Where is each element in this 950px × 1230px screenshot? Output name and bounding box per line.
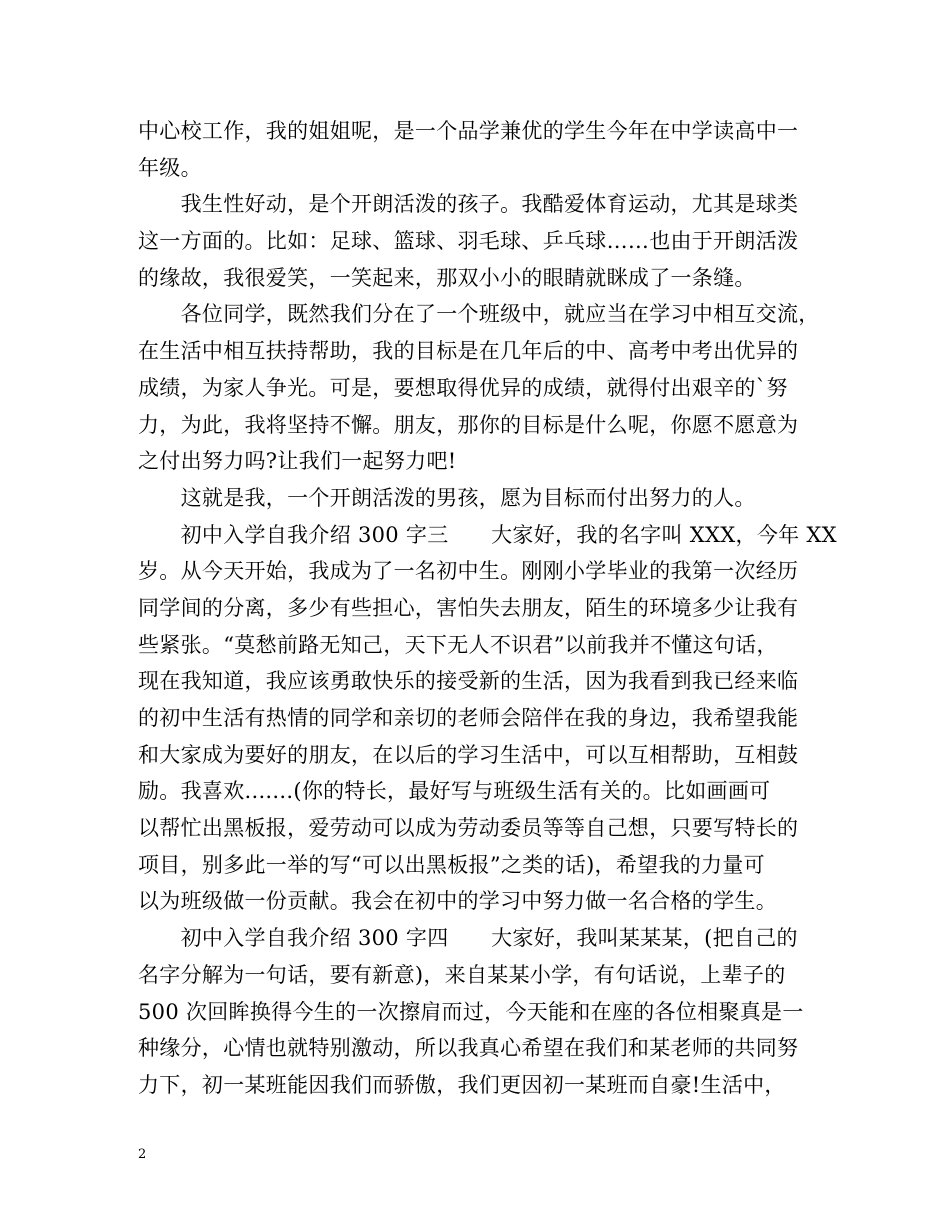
- text-line: 500 次回眸换得今生的一次擦肩而过，今天能和在座的各位相聚真是一: [138, 999, 804, 1024]
- text-line: 的缘故，我很爱笑，一笑起来，那双小小的眼睛就眯成了一条缝。: [138, 265, 756, 290]
- text-line: 各位同学，既然我们分在了一个班级中，就应当在学习中相互交流，: [138, 302, 820, 327]
- text-line: 中心校工作，我的姐姐呢，是一个品学兼优的学生今年在中学读高中一: [138, 119, 799, 143]
- document-body: [138, 113, 837, 1104]
- text-line: 年级。: [138, 155, 202, 180]
- page-number: 2: [138, 1147, 147, 1162]
- text-line: 励。我喜欢.......(你的特长，最好写与班级生活有关的。比如画画可: [138, 779, 771, 804]
- text-line: 这就是我，一个开朗活泼的男孩，愿为目标而付出努力的人。: [138, 485, 756, 510]
- text-line: 我生性好动，是个开朗活泼的孩子。我酷爱体育运动，尤其是球类: [138, 192, 799, 217]
- text-line: 现在我知道，我应该勇敢快乐的接受新的生活，因为我看到我已经来临: [138, 669, 799, 694]
- text-line: 力下，初一某班能因我们而骄傲，我们更因初一某班而自豪!生活中，: [138, 1072, 786, 1097]
- text-line: 之付出努力吗?让我们一起努力吧!: [138, 449, 457, 474]
- text-line: 的初中生活有热情的同学和亲切的老师会陪伴在我的身边，我希望我能: [138, 706, 799, 730]
- text-line: 项目，别多此一举的写“可以出黑板报”之类的话)，希望我的力量可: [138, 852, 765, 877]
- text-line: 些紧张。“莫愁前路无知己，天下无人不识君”以前我并不懂这句话，: [138, 632, 778, 657]
- text-line: 名字分解为一句话，要有新意)，来自某某小学，有句话说，上辈子的: [138, 962, 786, 987]
- text-line: 成绩，为家人争光。可是，要想取得优异的成绩，就得付出艰辛的`努: [138, 375, 788, 400]
- text-line: 初中入学自我介绍 300 字四 大家好，我叫某某某，(把自己的: [138, 926, 798, 951]
- text-line: 在生活中相互扶持帮助，我的目标是在几年后的中、高考中考出优异的: [138, 339, 799, 364]
- text-line: 力，为此，我将坚持不懈。朋友，那你的目标是什么呢，你愿不愿意为: [138, 412, 799, 437]
- text-line: 种缘分，心情也就特别激动，所以我真心希望在我们和某老师的共同努: [138, 1036, 799, 1061]
- text-line: 初中入学自我介绍 300 字三 大家好，我的名字叫 XXX，今年 XX: [138, 522, 837, 547]
- text-line: 以为班级做一份贡献。我会在初中的学习中努力做一名合格的学生。: [138, 889, 777, 914]
- text-line: 同学间的分离，多少有些担心，害怕失去朋友，陌生的环境多少让我有: [138, 595, 799, 620]
- text-line: 以帮忙出黑板报，爱劳动可以成为劳动委员等等自己想，只要写特长的: [138, 816, 799, 841]
- text-line: 岁。从今天开始，我成为了一名初中生。刚刚小学毕业的我第一次经历: [138, 559, 799, 584]
- text-line: 这一方面的。比如：足球、篮球、羽毛球、乒乓球……也由于开朗活泼: [138, 229, 799, 254]
- text-line: 和大家成为要好的朋友，在以后的学习生活中，可以互相帮助，互相鼓: [138, 742, 799, 767]
